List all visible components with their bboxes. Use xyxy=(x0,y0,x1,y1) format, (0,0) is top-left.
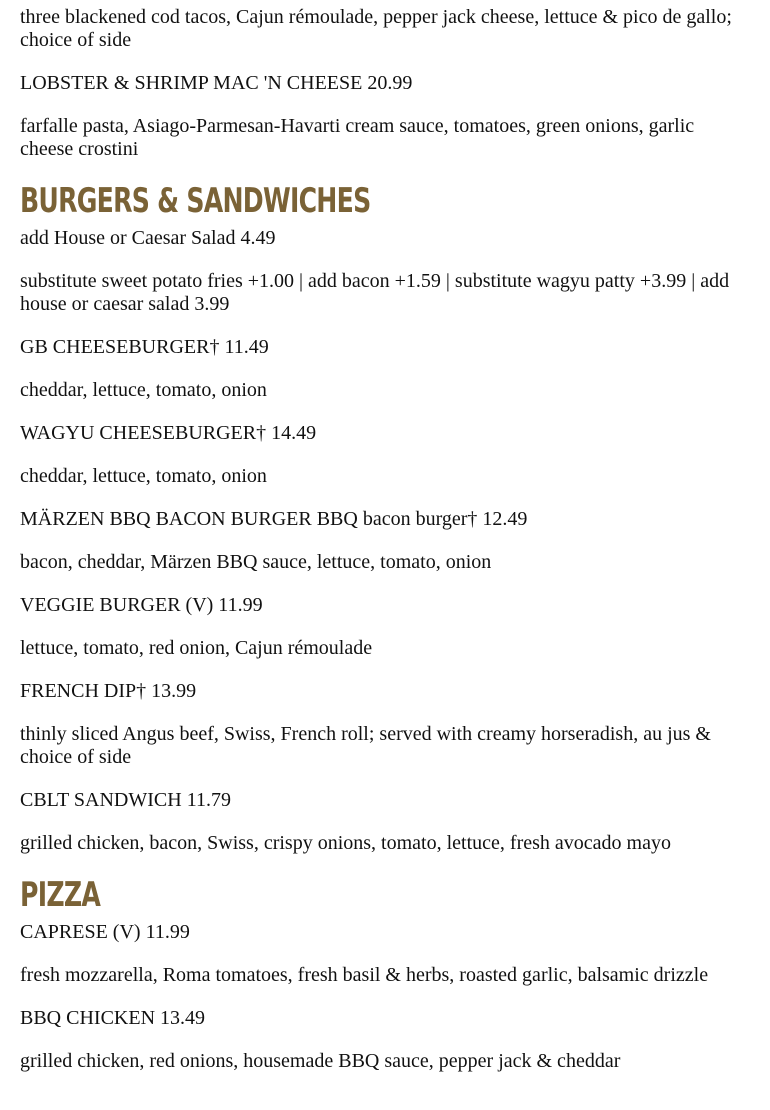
menu-item-description: lettuce, tomato, red onion, Cajun rémoulade xyxy=(20,637,373,659)
menu-item-description: grilled chicken, bacon, Swiss, crispy onions, tomato, lettuce, fresh avocado mayo xyxy=(20,832,671,854)
section-heading-burgers: BURGERS & SANDWICHES xyxy=(20,181,371,221)
menu-item-description: thinly sliced Angus beef, Swiss, French roll; served with creamy horseradish, au jus & choice of side xyxy=(20,723,711,768)
menu-item-name: CAPRESE (V) 11.99 xyxy=(20,921,190,943)
menu-item-name: WAGYU CHEESEBURGER† 14.49 xyxy=(20,422,317,444)
section-heading-pizza: PIZZA xyxy=(20,875,101,915)
menu-item-name: GB CHEESEBURGER† 11.49 xyxy=(20,336,269,358)
menu-item-name: FRENCH DIP† 13.99 xyxy=(20,680,197,702)
menu-item-description: cheddar, lettuce, tomato, onion xyxy=(20,465,267,487)
menu-note: add House or Caesar Salad 4.49 xyxy=(20,227,276,249)
menu-item-description: grilled chicken, red onions, housemade BBQ sauce, pepper jack & cheddar xyxy=(20,1050,621,1072)
menu-item-name: VEGGIE BURGER (V) 11.99 xyxy=(20,594,263,616)
menu-item-name: LOBSTER & SHRIMP MAC 'N CHEESE 20.99 xyxy=(20,72,413,94)
menu-note: substitute sweet potato fries +1.00 | add bacon +1.59 | substitute wagyu patty +3.99 | add house or caesar salad 3.99 xyxy=(20,270,730,315)
menu-item-description: cheddar, lettuce, tomato, onion xyxy=(20,379,267,401)
menu-item-description: farfalle pasta, Asiago-Parmesan-Havarti cream sauce, tomatoes, green onions, garlic cheese crostini xyxy=(20,115,695,160)
menu-item-name: CBLT SANDWICH 11.79 xyxy=(20,789,231,811)
menu-page xyxy=(20,6,745,1093)
menu-item-description: fresh mozzarella, Roma tomatoes, fresh basil & herbs, roasted garlic, balsamic drizzle xyxy=(20,964,709,986)
menu-item-description: bacon, cheddar, Märzen BBQ sauce, lettuce, tomato, onion xyxy=(20,551,492,573)
menu-item-description: three blackened cod tacos, Cajun rémoulade, pepper jack cheese, lettuce & pico de gallo; choice of side xyxy=(20,6,732,51)
menu-item-name: MÄRZEN BBQ BACON BURGER BBQ bacon burger† 12.49 xyxy=(20,508,528,530)
menu-item-name: BBQ CHICKEN 13.49 xyxy=(20,1007,206,1029)
